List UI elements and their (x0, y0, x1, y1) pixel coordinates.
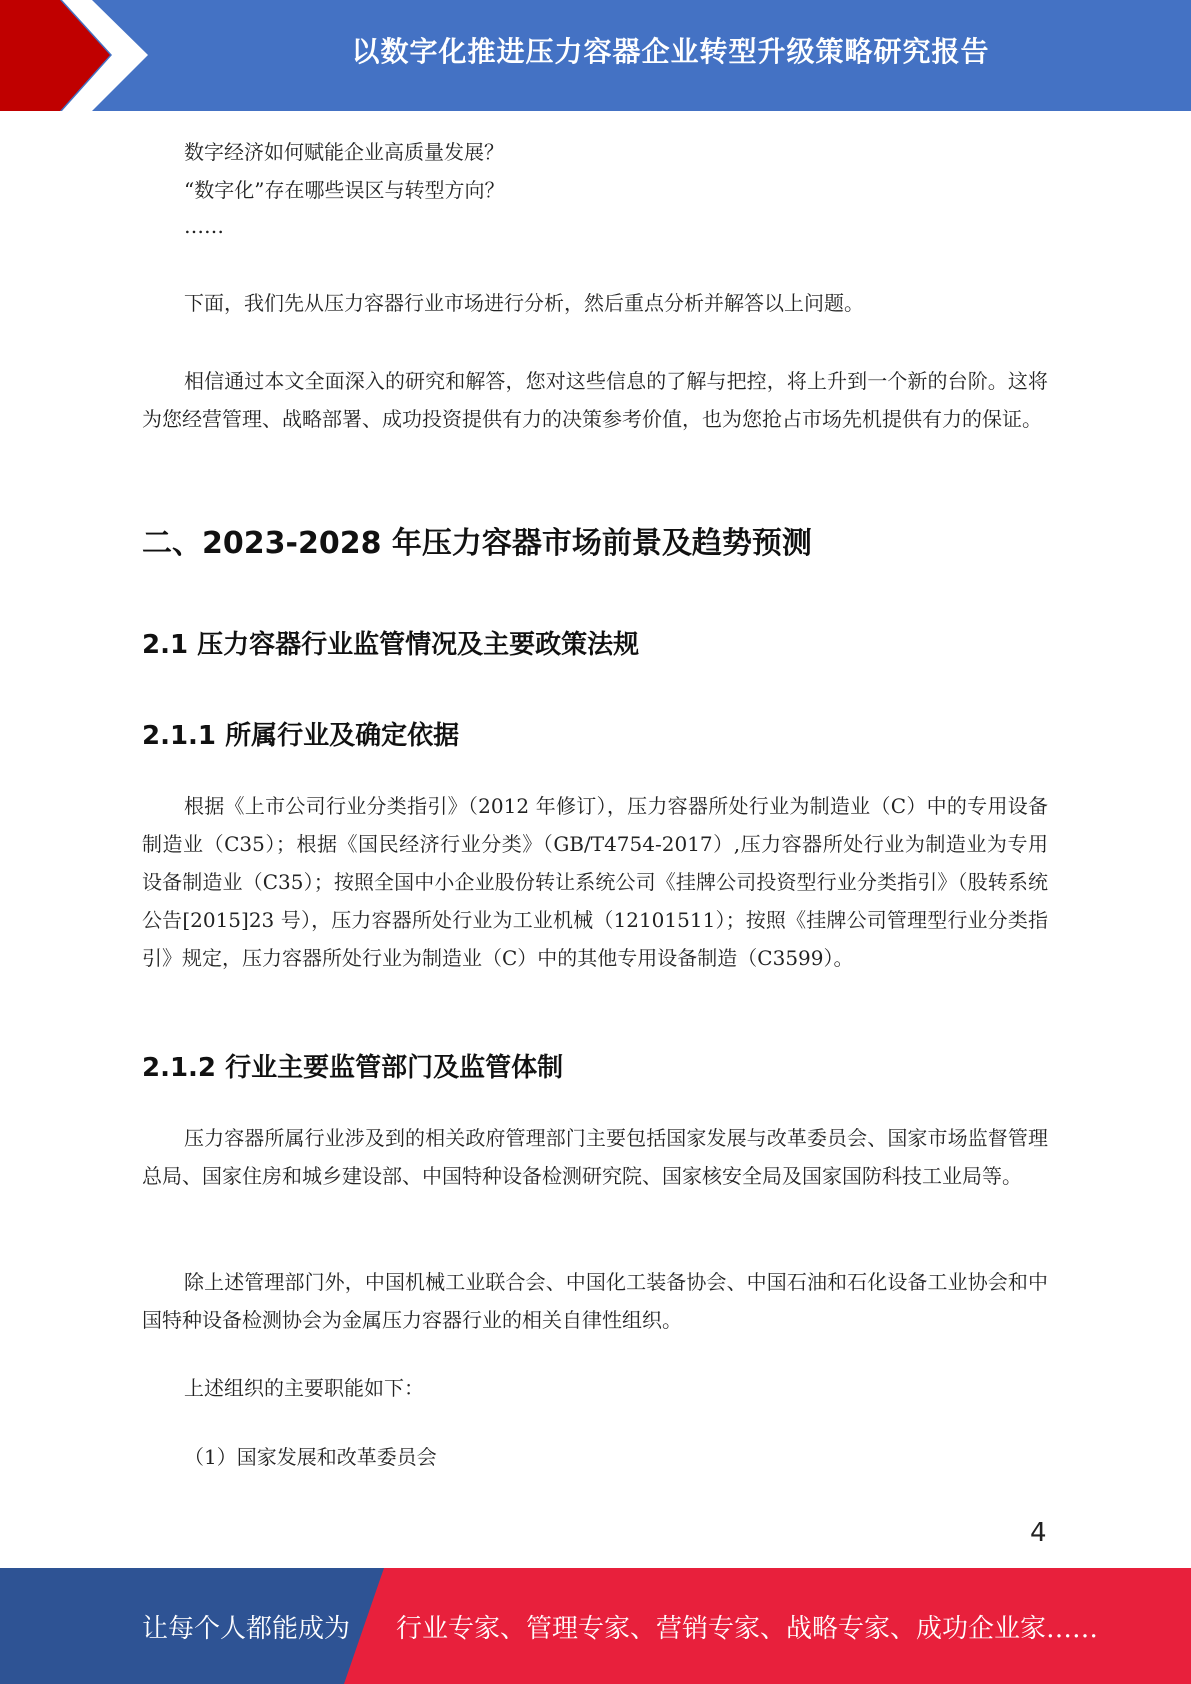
subsection-heading-2-1-1: 2.1.1 所属行业及确定依据 (142, 721, 460, 751)
paragraph-value-statement: 相信通过本文全面深入的研究和解答，您对这些信息的了解与把控，将上升到一个新的台阶。这将为您经营管理、战略部署、成功投资提供有力的决策参考价值，也为您抢占市场先机提供有力的保证。 (142, 369, 1048, 431)
intro-ellipsis: …… (184, 214, 224, 238)
paragraph-analysis-intro: 下面，我们先从压力容器行业市场进行分析，然后重点分析并解答以上问题。 (184, 291, 864, 315)
paragraph-functions-intro: 上述组织的主要职能如下： (184, 1376, 424, 1400)
page-header (0, 0, 1191, 111)
report-title: 以数字化推进压力容器企业转型升级策略研究报告 (351, 35, 990, 68)
list-item-ndrc: （1）国家发展和改革委员会 (184, 1445, 437, 1469)
page-footer (0, 1568, 1191, 1684)
subsection-heading-2-1-2: 2.1.2 行业主要监管部门及监管体制 (142, 1053, 564, 1083)
footer-slogan-left: 让每个人都能成为 (142, 1613, 351, 1644)
section-heading-2: 二、2023-2028 年压力容器市场前景及趋势预测 (142, 526, 812, 561)
paragraph-regulatory-departments: 压力容器所属行业涉及到的相关政府管理部门主要包括国家发展与改革委员会、国家市场监督管理总局、国家住房和城乡建设部、中国特种设备检测研究院、国家核安全局及国家国防科技工业局等。 (142, 1126, 1048, 1188)
subsection-heading-2-1: 2.1 压力容器行业监管情况及主要政策法规 (142, 630, 640, 660)
paragraph-industry-classification: 根据《上市公司行业分类指引》（2012 年修订），压力容器所处行业为制造业（C）中的专用设备制造业（C35）；根据《国民经济行业分类》（GB/T4754-2017）,压力容器所处行业为制造业为专用设备制造业（C35）；按照全国中小企业股份转让系统公司《挂牌公司投资型行业分类指引》（股转系统公告[2015]23 号），压力容器所处行业为工业机械（12101511）；按照《挂牌公司管理型行业分类指引》规定，压力容器所处行业为制造业（C）中的其他专用设备制造（C3599）。 (142, 794, 1048, 970)
page-number: 4 (1030, 1518, 1047, 1548)
intro-question-1: 数字经济如何赋能企业高质量发展？ (184, 140, 504, 164)
intro-question-2: “数字化”存在哪些误区与转型方向？ (184, 178, 505, 202)
footer-slogan-right: 行业专家、管理专家、营销专家、战略专家、成功企业家…… (396, 1613, 1099, 1644)
paragraph-self-regulatory-organizations: 除上述管理部门外，中国机械工业联合会、中国化工装备协会、中国石油和石化设备工业协会和中国特种设备检测协会为金属压力容器行业的相关自律性组织。 (142, 1270, 1048, 1332)
